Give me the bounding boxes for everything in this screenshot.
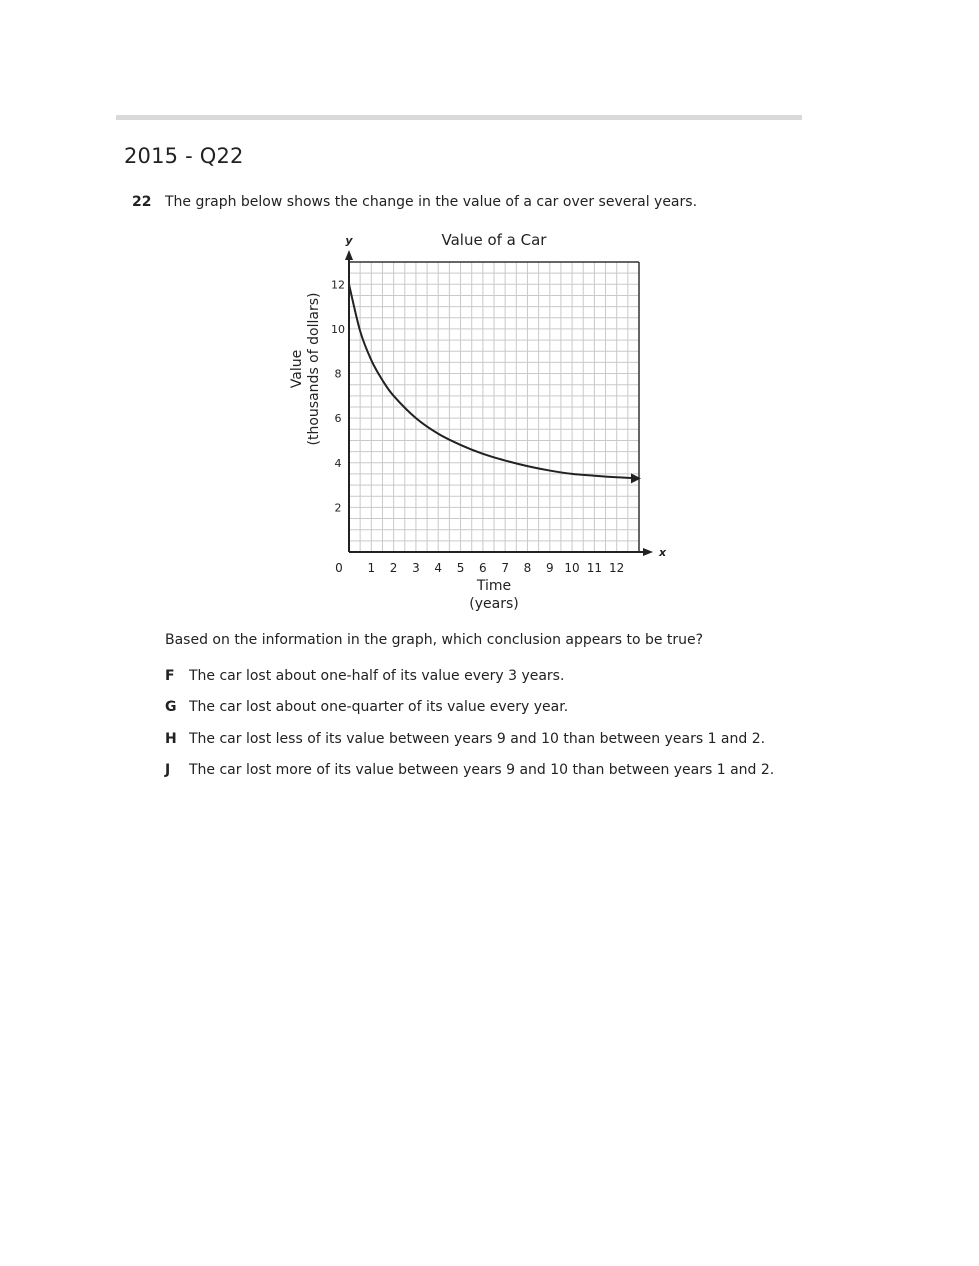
chart-labels [289, 231, 667, 612]
y-tick-label: 2 [334, 501, 342, 515]
x-tick-label: 3 [412, 561, 420, 575]
choice-text: The car lost about one-quarter of its value every year. [189, 699, 569, 715]
chart-title: Value of a Car [441, 231, 547, 249]
question-prompt: Based on the information in the graph, which conclusion appears to be true? [165, 632, 704, 648]
choice-letter: G [165, 699, 177, 715]
choice-text: The car lost more of its value between years 9 and 10 than between years 1 and 2. [189, 762, 775, 778]
x-tick-label: 4 [434, 561, 443, 575]
y-tick-label: 6 [334, 412, 342, 426]
choice-text: The car lost less of its value between years 9 and 10 than between years 1 and 2. [189, 731, 766, 747]
x-tick-label: 8 [523, 561, 532, 575]
x-tick-label: 5 [456, 561, 465, 575]
x-tick-label: 1 [367, 561, 376, 575]
y-axis-letter: y [345, 234, 353, 247]
x-axis-letter: x [659, 546, 667, 559]
choice-text: The car lost about one-half of its value every 3 years. [189, 668, 565, 684]
curve [349, 284, 641, 483]
choice-letter: J [165, 762, 171, 778]
choice-letter: H [165, 731, 177, 747]
origin-label: 0 [335, 561, 343, 575]
question-text: The graph below shows the change in the value of a car over several years. [165, 194, 698, 210]
y-tick-label: 4 [334, 456, 342, 470]
x-tick-label: 12 [609, 561, 625, 575]
choice-letter: F [165, 668, 175, 684]
x-tick-label: 10 [564, 561, 580, 575]
x-tick-label: 6 [479, 561, 487, 575]
x-tick-label: 11 [586, 561, 603, 575]
y-axis-label: Value [289, 349, 305, 389]
y-axis-arrow-icon [345, 250, 353, 260]
y-tick-label: 10 [331, 322, 345, 336]
answer-choice-f[interactable] [165, 668, 564, 684]
x-axis-arrow-icon [643, 548, 653, 556]
y-tick-label: 8 [334, 367, 342, 381]
answer-choice-j[interactable] [165, 762, 774, 778]
y-axis-label: (thousands of dollars) [306, 292, 322, 446]
page-title: 2015 - Q22 [124, 144, 244, 168]
x-axis-label: Time [476, 578, 512, 594]
question-number: 22 [132, 194, 152, 210]
top-divider [116, 115, 802, 120]
x-tick-label: 9 [545, 561, 554, 575]
y-tick-label: 12 [331, 278, 345, 292]
value-of-car-chart [270, 222, 670, 622]
x-axis-label: (years) [469, 596, 519, 612]
grid [349, 262, 639, 552]
x-tick-label: 2 [389, 561, 398, 575]
x-tick-label: 7 [501, 561, 509, 575]
answer-choice-g[interactable] [165, 699, 568, 715]
answer-choice-h[interactable] [165, 731, 765, 747]
